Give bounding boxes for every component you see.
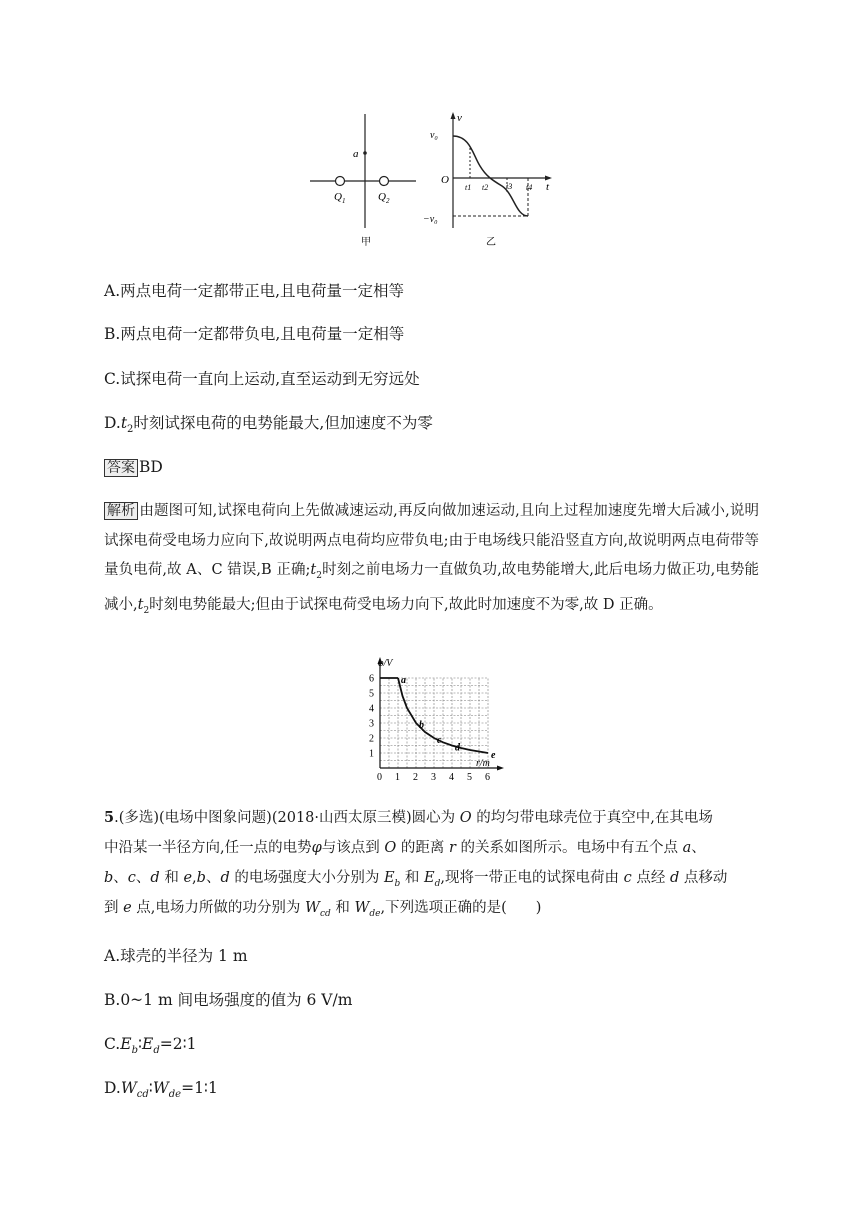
charge-q1	[336, 177, 345, 186]
velocity-curve	[453, 136, 528, 216]
label-neg-v0: $-v_0$	[423, 214, 438, 226]
q5-option-a: A.球壳的半径为 1 m	[104, 947, 248, 965]
q5-t3-s6: 的电场强度大小分别为	[229, 870, 384, 886]
label-q2: $Q_2$	[378, 191, 390, 205]
q4-option-d-sub: 2	[127, 424, 134, 436]
q4-option-b: B.两点电荷一定都带负电,且电荷量一定相等	[104, 325, 405, 343]
q5-t3-d: d	[150, 870, 160, 886]
label-v0: $v_0$	[430, 130, 438, 142]
charge-q2	[380, 177, 389, 186]
q5-t4d: ,下列选项正确的是( )	[380, 900, 542, 916]
q5-t3-s9: 点经	[631, 870, 670, 886]
analysis-text-3: 时刻电势能最大;但由于试探电荷受电场力向下,故此时加速度不为零,故 D 正确。	[149, 597, 663, 614]
point-label-c: c	[437, 735, 442, 746]
phi-r-chart	[355, 656, 505, 790]
q5-t2-a: a	[682, 840, 692, 856]
x-axis-label: r/m	[476, 758, 490, 769]
y-tick-label: 5	[369, 688, 374, 700]
q5-od-W2-sub: de	[168, 1089, 182, 1101]
x-tick-label: 0	[377, 772, 382, 783]
q5-od-W2: W	[152, 1079, 169, 1097]
y-axis-label: φ/V	[378, 658, 393, 669]
q5-oc-val: =2∶1	[159, 1035, 197, 1053]
figure-yi	[423, 112, 552, 248]
q5-t4-W1-sub: cd	[319, 908, 331, 919]
tick-t2: t2	[482, 183, 489, 192]
q5-t1-O: O	[459, 810, 472, 826]
q5-t3-s1: 、	[113, 870, 128, 886]
q5-t4a: 到	[104, 900, 124, 916]
q5-od-prefix: D.	[104, 1079, 121, 1097]
tick-t1: t1	[465, 183, 472, 192]
q5-t3-s4: ,	[192, 870, 197, 886]
q5-option-b: B.0~1 m 间电场强度的值为 6 V/m	[104, 991, 353, 1009]
q5-t3-b2: b	[196, 870, 206, 886]
q5-t4-e: e	[123, 900, 132, 916]
q5-t2a: 中沿某一半径方向,任一点的电势	[104, 840, 312, 856]
q5-t2b: 与该点到	[321, 840, 385, 856]
q5-oc-mid: ∶	[137, 1035, 143, 1053]
analysis-text-2: 时刻之前电场力一直做负功,故电势能增大,此后电场力做正功,电势能减小,	[104, 562, 760, 614]
q5-option-d	[104, 1078, 218, 1105]
x-tick-label: 6	[485, 772, 490, 783]
q5-t2-r: r	[448, 840, 456, 856]
label-q1: $Q_1$	[334, 191, 346, 205]
chart-grid	[380, 678, 488, 768]
analysis-var-t-2: t	[137, 597, 144, 614]
q5-t4-W1: W	[305, 900, 320, 916]
tick-t3: t3	[506, 182, 513, 191]
q4-option-d	[104, 413, 433, 440]
q4-option-d-var: t	[120, 414, 128, 432]
answer-tag: 答案	[104, 459, 138, 477]
q5-t3-s2: 、	[135, 870, 151, 886]
point-label-a: a	[401, 675, 406, 686]
analysis-tag: 解析	[104, 502, 138, 520]
analysis-var-t: t	[310, 562, 317, 578]
q5-t3-s8: ,现将一带正电的试探电荷由	[440, 870, 624, 886]
answer-value: BD	[139, 458, 163, 476]
q4-option-d-rest: 时刻试探电荷的电势能最大,但加速度不为零	[133, 414, 433, 432]
chart-axes	[378, 657, 505, 771]
q4-analysis	[104, 497, 759, 627]
q5-t4-W2: W	[354, 900, 370, 916]
y-tick-label: 6	[369, 673, 374, 685]
q5-od-W1: W	[120, 1079, 137, 1097]
q5-t3-b: b	[104, 870, 114, 886]
label-t: t	[546, 181, 550, 193]
q5-t3-d2: d	[220, 870, 230, 886]
q5-option-c	[104, 1034, 197, 1061]
point-label-e: e	[491, 750, 496, 761]
q5-line-2	[104, 838, 706, 858]
x-axis-arrow	[497, 766, 504, 771]
x-tick-label: 5	[467, 772, 472, 783]
label-v: v	[457, 112, 462, 124]
q5-number: 5	[104, 809, 115, 826]
q5-t3-s3: 和	[159, 870, 184, 886]
x-tick-label: 4	[449, 772, 454, 783]
q4-option-d-prefix: D.	[104, 414, 121, 432]
q5-t3-c: c	[127, 870, 136, 886]
x-tick-label: 3	[431, 772, 436, 783]
q5-t2d: 的关系如图所示。电场中有五个点	[455, 840, 683, 856]
x-tick-label: 2	[413, 772, 418, 783]
q4-option-a: A.两点电荷一定都带正电,且电荷量一定相等	[104, 282, 405, 300]
q5-t2c: 的距离	[396, 840, 449, 856]
q5-oc-E2: E	[142, 1035, 154, 1053]
q5-od-val: =1∶1	[181, 1079, 218, 1097]
analysis-text-1: 由题图可知,试探电荷向上先做减速运动,再反向做加速运动,且向上过程加速度先增大后减小,说明试探电荷受电场力应向下,故说明两点电荷均应带负电;由于电场线只能沿竖直方向,故说明两点电荷带等量负电荷,故 A、C 错误,B 正确;	[104, 503, 760, 578]
q5-t3-c2: c	[623, 870, 632, 886]
y-tick-label: 1	[369, 748, 374, 760]
y-tick-label: 4	[369, 703, 374, 715]
y-tick-label: 3	[369, 718, 374, 730]
q5-t1a: .(多选)(电场中图象问题)(2018·山西太原三模)圆心为	[114, 810, 460, 826]
y-tick-label: 2	[369, 733, 374, 745]
analysis-sub-2: 2	[316, 570, 322, 581]
point-label-d: d	[455, 742, 460, 754]
label-a: a	[353, 148, 359, 160]
figure-jia	[310, 114, 416, 248]
figure-jia-yi	[310, 110, 560, 255]
q5-oc-E1: E	[120, 1035, 132, 1053]
q5-oc-E2-sub: d	[153, 1045, 160, 1057]
q5-t2e: 、	[691, 840, 706, 856]
q5-line-3	[104, 868, 727, 894]
caption-jia: 甲	[361, 237, 371, 248]
q5-line-4	[104, 898, 541, 924]
caption-yi: 乙	[486, 237, 496, 248]
q5-t3-e: e	[183, 870, 193, 886]
q5-t4c: 和	[330, 900, 355, 916]
analysis-sub-2b: 2	[143, 606, 150, 617]
q5-t3-d3: d	[669, 870, 680, 886]
point-a-dot	[363, 151, 367, 155]
q5-t4b: 点,电场力所做的功分别为	[131, 900, 306, 916]
q5-t3-s10: 点移动	[679, 870, 728, 886]
tick-t4: t4	[526, 183, 533, 192]
q5-t3-s5: 、	[205, 870, 221, 886]
q5-t1b: 的均匀带电球壳位于真空中,在其电场	[471, 810, 713, 826]
q4-answer	[104, 457, 163, 478]
q5-line-1	[104, 808, 713, 828]
q5-oc-prefix: C.	[104, 1035, 121, 1053]
q5-od-mid: ∶	[148, 1079, 153, 1097]
q5-t3-s7: 和	[400, 870, 425, 886]
q5-t3-Eb: E	[383, 870, 395, 886]
point-label-b: b	[419, 720, 424, 731]
q5-t3-Eb-sub: b	[394, 878, 401, 889]
q5-od-W1-sub: cd	[136, 1089, 149, 1101]
x-tick-label: 1	[395, 772, 400, 783]
q5-t3-Ed: E	[424, 870, 435, 886]
yi-v-arrow	[451, 112, 456, 119]
chart-labels	[369, 658, 496, 783]
q5-t2-O: O	[384, 840, 397, 856]
q5-t2-phi: φ	[311, 840, 322, 856]
q5-t3-Ed-sub: d	[434, 878, 441, 889]
label-origin: O	[441, 174, 449, 186]
q5-oc-E1-sub: b	[131, 1045, 138, 1057]
q5-t4-W2-sub: de	[369, 908, 381, 919]
yi-t-arrow	[545, 176, 552, 181]
q4-option-c: C.试探电荷一直向上运动,直至运动到无穷远处	[104, 370, 420, 388]
